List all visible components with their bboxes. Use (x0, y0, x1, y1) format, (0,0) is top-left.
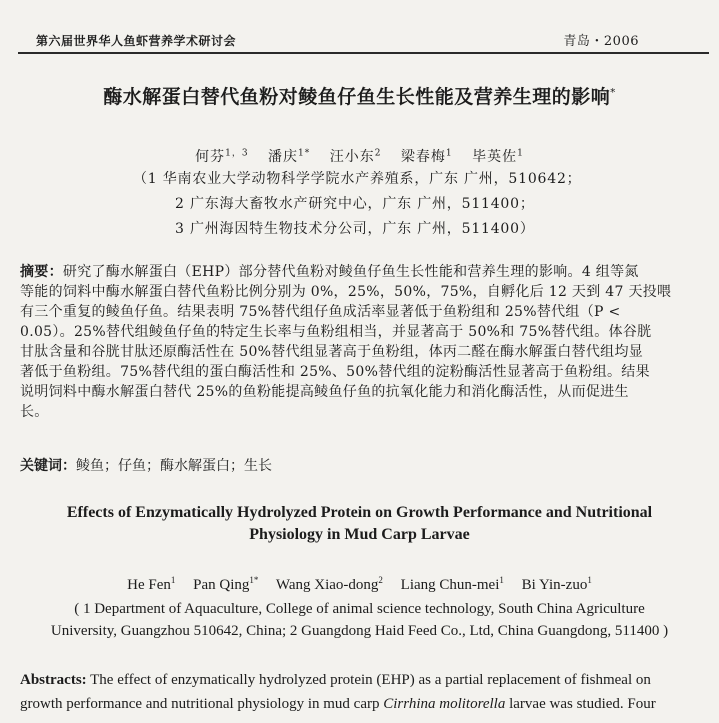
abstract-cn-line: 长。 (20, 404, 49, 420)
abstract-cn-line: 0.05）。25%替代组鲮鱼仔鱼的特定生长率与鱼粉组相当，并显著高于 50%和 75%替代组。体谷胱 (20, 324, 652, 340)
abstract-cn-line: 有三个重复的鲮鱼仔鱼。结果表明 75%替代组仔鱼成活率显著低于鱼粉组和 25%替代组（P < (20, 304, 621, 320)
affiliations-english (0, 598, 719, 642)
title-english (0, 502, 719, 546)
title-footnote-mark: * (610, 87, 616, 99)
author-cn: 梁春梅$^1$ (400, 148, 453, 165)
abstract-chinese (20, 262, 710, 422)
abstract-cn-line: 著低于鱼粉组。75%替代组的蛋白酶活性和 25%、50%替代组的淀粉酶活性显著高于鱼粉组。结果 (20, 364, 650, 380)
abstract-en-line-1: The effect of enzymatically hydrolyzed protein (EHP) as a partial replacement of fishmeal on (90, 672, 651, 688)
keywords-cn-text: 鲮鱼；仔鱼；酶水解蛋白；生长 (76, 458, 272, 474)
author-en: Pan Qing$^{1*}$ (193, 575, 259, 593)
abstract-cn-line: 说明饲料中酶水解蛋白替代 25%的鱼粉能提高鲮鱼仔鱼的抗氧化能力和消化酶活性，从而促进生 (20, 384, 629, 400)
author-en: Wang Xiao-dong$^2$ (275, 575, 383, 593)
abstract-cn-line: 等能的饲料中酶水解蛋白替代鱼粉比例分别为 0%，25%，50%，75%，自孵化后 12 天到 47 天投喂 (20, 284, 672, 300)
author-cn: 何芬$^{1,3}$ (195, 148, 249, 165)
author-cn: 汪小东$^2$ (329, 148, 382, 165)
abstract-cn-line: 研究了酶水解蛋白（EHP）部分替代鱼粉对鲮鱼仔鱼生长性能和营养生理的影响。4 组等氮 (62, 264, 639, 280)
abstract-english (20, 668, 710, 716)
title-english-line-1: Effects of Enzymatically Hydrolyzed Protein on Growth Performance and Nutritional (66, 504, 653, 521)
author-cn: 毕英佐$^1$ (472, 148, 524, 165)
title-chinese-text: 酶水解蛋白替代鱼粉对鲮鱼仔鱼生长性能及营养生理的影响 (103, 86, 611, 108)
affiliation-en-line-1: ( 1 Department of Aquaculture, College of animal science technology, South China Agriculture (74, 601, 645, 617)
conference-name: 第六届世界华人鱼虾营养学术研讨会 (36, 34, 237, 48)
header-rule (18, 52, 709, 54)
affiliation-en-line-2: University, Guangzhou 510642, China; 2 Guangdong Haid Feed Co., Ltd, China Guangdong, 511400 ) (50, 623, 669, 639)
abstract-en-label: Abstracts: (20, 672, 87, 688)
affiliation-cn-2: 2 广东海大畜牧水产研究中心，广东 广州，511400； (175, 196, 535, 212)
abstract-en-line-2b: larvae was studied. Four (509, 696, 656, 712)
authors-chinese (0, 145, 719, 166)
author-en: Liang Chun-mei$^1$ (400, 575, 504, 593)
keywords-chinese (20, 455, 272, 475)
location-year: 青岛・2006 (563, 34, 639, 49)
affiliation-cn-1: （1 华南农业大学动物科学学院水产养殖系，广东 广州，510642； (133, 171, 582, 187)
author-en: Bi Yin-zuo$^1$ (521, 575, 592, 593)
author-en: He Fen$^1$ (127, 575, 176, 593)
abstract-cn-label: 摘要： (20, 264, 63, 280)
title-english-line-2: Physiology in Mud Carp Larvae (249, 526, 470, 543)
authors-english (0, 575, 719, 594)
abstract-en-line-2a: growth performance and nutritional physiology in mud carp (20, 696, 380, 712)
author-cn: 潘庆$^{1*}$ (268, 148, 311, 165)
abstract-cn-line: 甘肽含量和谷胱甘肽还原酶活性在 50%替代组显著高于鱼粉组，体丙二醛在酶水解蛋白替代组均显 (20, 344, 644, 360)
species-name: Cirrhina molitorella (383, 696, 506, 712)
title-chinese (0, 82, 719, 109)
keywords-cn-label: 关键词： (20, 458, 76, 474)
affiliation-cn-3: 3 广州海因特生物技术分公司，广东 广州，511400） (175, 221, 535, 237)
running-header (36, 28, 699, 48)
